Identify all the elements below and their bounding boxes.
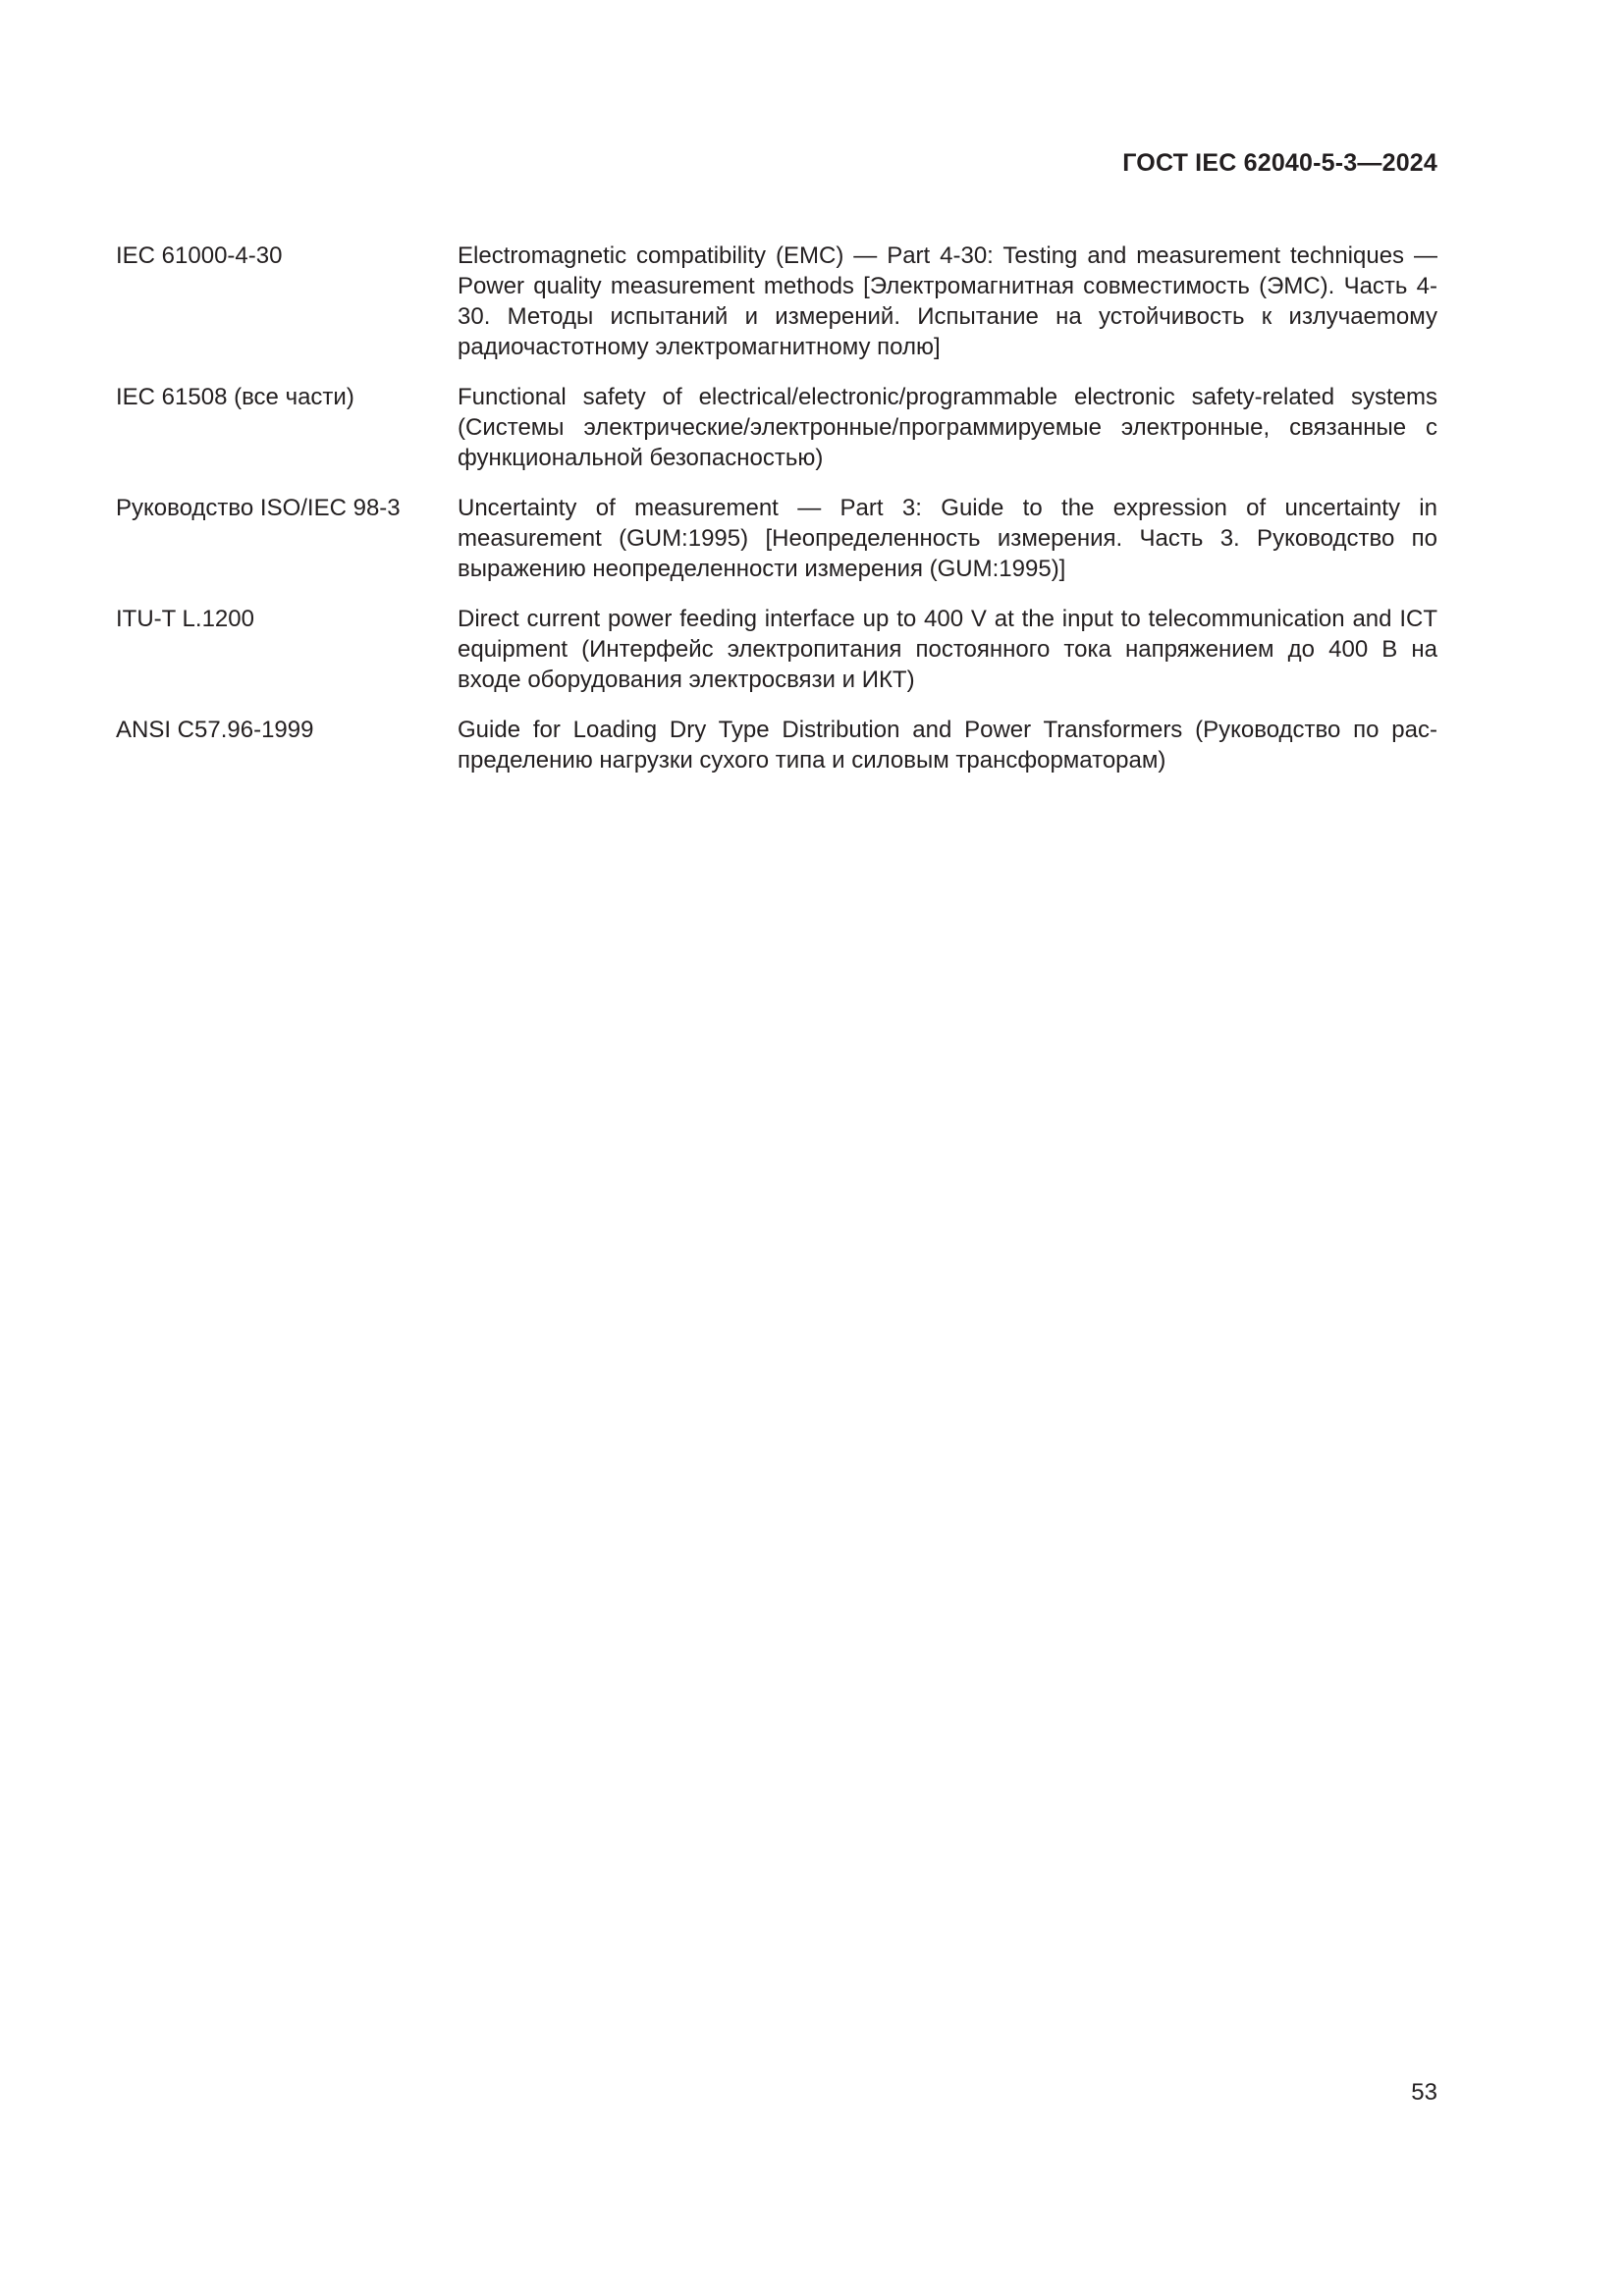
reference-description: Uncertainty of measurement — Part 3: Guide to the expression of uncertainty in measurement (GUM:1995) [Неопределенность измерения. Часть 3. Руководство по выражению неопределенности измерения (GUM:1995)]	[458, 495, 1437, 582]
reference-code: IEC 61000-4-30	[116, 242, 283, 269]
reference-row	[116, 715, 1437, 775]
reference-description: Electromagnetic compatibility (EMC) — Part 4-30: Testing and measurement techniques — Power quality measurement methods [Электромагнитная совместимость (ЭМС). Часть 4-30. Методы испытаний и измерений. Испытание на устойчивость к излучаemому радиочастотному электромагнитному полю]	[458, 242, 1437, 360]
references-list	[116, 240, 1437, 795]
reference-description: Guide for Loading Dry Type Distribution and Power Transformers (Руководство по распределению нагрузки сухого типа и силовым трансформаторам)	[458, 717, 1437, 774]
reference-row	[116, 493, 1437, 584]
reference-description: Direct current power feeding interface up to 400 V at the input to telecommunication and ICT equipment (Интерфейс электропитания постоянного тока напряжением до 400 В на входе оборудования электросвязи и ИКТ)	[458, 606, 1437, 693]
reference-row	[116, 604, 1437, 695]
reference-code: ANSI C57.96-1999	[116, 717, 314, 743]
reference-code: ITU-T L.1200	[116, 606, 254, 632]
reference-code: IEC 61508 (все части)	[116, 384, 354, 410]
document-header: ГОСТ IEC 62040-5-3—2024	[1122, 149, 1437, 177]
reference-code: Руководство ISO/IEC 98-3	[116, 495, 401, 521]
page-number: 53	[1411, 2079, 1437, 2106]
reference-description: Functional safety of electrical/electronic/programmable electronic safety-related systems (Системы электрические/электронные/программируемые электронные, связанные с функциональной безопасностью)	[458, 384, 1437, 471]
reference-row	[116, 382, 1437, 473]
reference-row	[116, 240, 1437, 362]
